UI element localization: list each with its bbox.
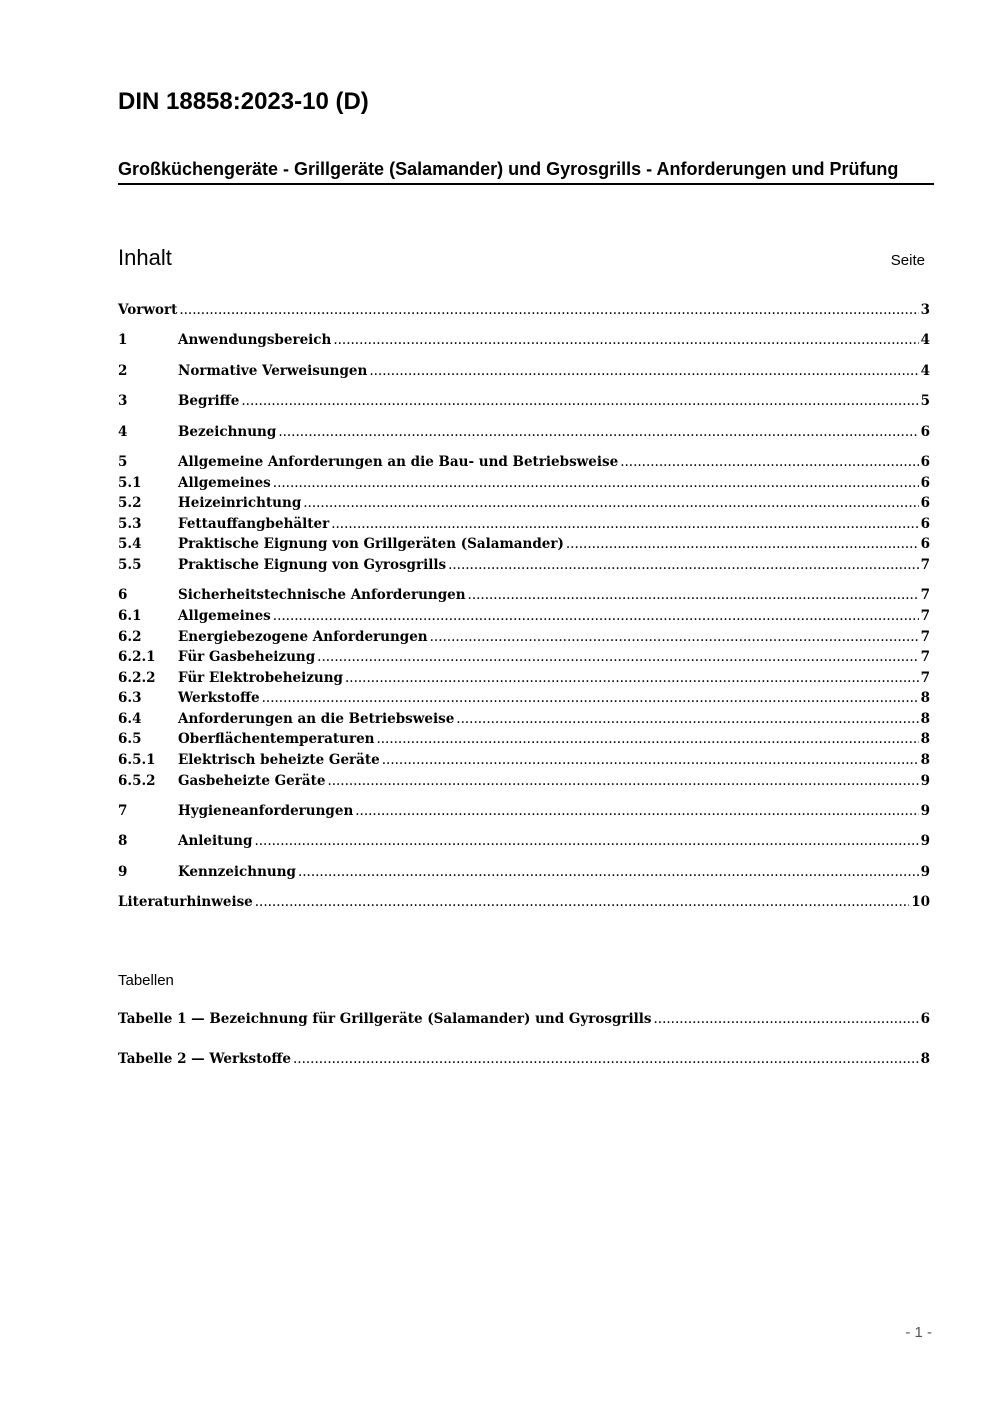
toc-entry-page: 9 [920,773,930,789]
toc-entry-number: 5.5 [118,557,142,573]
toc-entry-number: 6.4 [118,711,142,727]
toc-entry[interactable] [118,629,930,649]
toc-entry-number: 6.3 [118,690,142,706]
toc-entry-number: 1 [118,332,128,348]
toc-entry[interactable] [118,557,930,577]
toc-entry-page: 6 [920,495,930,511]
toc-entry-page: 4 [920,363,930,379]
toc-entry-title: Allgemeines [178,608,271,624]
toc-entry-number: 6.2.1 [118,649,156,665]
toc-entry[interactable] [118,803,930,823]
page-number: - 1 - [905,1324,932,1341]
toc-entry-title: Bezeichnung [178,424,277,440]
toc-entry-page: 7 [920,608,930,624]
table-toc-entry-title: Tabelle 1 — Bezeichnung für Grillgeräte (Salamander) und Gyrosgrills [118,1011,652,1027]
toc-entry-title: Gasbeheizte Geräte [178,773,326,789]
toc-entry-page: 4 [920,332,930,348]
toc-entry-page: 10 [911,894,930,910]
toc-entry-page: 7 [920,670,930,686]
toc-entry-page: 7 [920,629,930,645]
toc-entry[interactable] [118,608,930,628]
toc-entry-number: 6.5 [118,731,142,747]
toc-entry-page: 7 [920,557,930,573]
toc-entry-title: Fettauffangbehälter [178,516,330,532]
toc-entry-number: 6.5.2 [118,773,156,789]
toc-entry[interactable] [118,302,930,322]
toc-entry-number: 4 [118,424,128,440]
toc-entry-title: Anwendungsbereich [178,332,332,348]
toc-entry-title: Für Elektrobeheizung [178,670,343,686]
toc-entry-title: Praktische Eignung von Gyrosgrills [178,557,447,573]
toc-entry-title: Normative Verweisungen [178,363,368,379]
toc-entry-page: 7 [920,649,930,665]
toc-entry-page: 3 [920,302,930,318]
toc-entry[interactable] [118,332,930,352]
toc-entry-title: Literaturhinweise [118,894,253,910]
contents-heading: Inhalt [118,245,172,270]
toc-entry-number: 6.5.1 [118,752,156,768]
toc-entry-title: Elektrisch beheizte Geräte [178,752,380,768]
table-toc-entry-title: Tabelle 2 — Werkstoffe [118,1051,291,1067]
toc-entry[interactable] [118,536,930,556]
toc-entry-number: 8 [118,833,128,849]
toc-entry[interactable] [118,731,930,751]
toc-entry[interactable] [118,894,930,914]
toc-entry-title: Werkstoffe [178,690,260,706]
toc-entry[interactable] [118,752,930,772]
toc-entry-number: 6.1 [118,608,142,624]
toc-entry-page: 9 [920,833,930,849]
document-title: DIN 18858:2023-10 (D) [118,88,369,115]
toc-entry[interactable] [118,475,930,495]
toc-entry[interactable] [118,833,930,853]
toc-entry-title: Sicherheitstechnische Anforderungen [178,587,466,603]
toc-entry[interactable] [118,393,930,413]
table-toc-entry-page: 6 [920,1011,930,1027]
toc-entry[interactable] [118,424,930,444]
toc-entry-page: 6 [920,536,930,552]
toc-entry[interactable] [118,495,930,515]
toc-entry-page: 5 [920,393,930,409]
toc-entry[interactable] [118,516,930,536]
toc-entry-page: 8 [920,711,930,727]
toc-entry[interactable] [118,363,930,383]
toc-entry-number: 7 [118,803,128,819]
toc-entry-page: 6 [920,516,930,532]
toc-entry-number: 5.3 [118,516,142,532]
toc-entry-title: Allgemeines [178,475,271,491]
toc-entry-page: 7 [920,587,930,603]
toc-entry-title: Oberflächentemperaturen [178,731,375,747]
toc-entry-number: 3 [118,393,128,409]
toc-entry-title: Heizeinrichtung [178,495,302,511]
table-toc-entry[interactable] [118,1051,930,1071]
toc-entry-title: Allgemeine Anforderungen an die Bau- und Betriebsweise [178,454,619,470]
toc-entry-title: Kennzeichnung [178,864,296,880]
toc-entry-title: Vorwort [118,302,178,318]
tables-heading: Tabellen [118,972,174,989]
toc-entry-page: 6 [920,424,930,440]
toc-entry-title: Hygieneanforderungen [178,803,354,819]
toc-entry-title: Für Gasbeheizung [178,649,316,665]
toc-entry[interactable] [118,864,930,884]
toc-entry-page: 8 [920,752,930,768]
toc-entry[interactable] [118,454,930,474]
toc-entry[interactable] [118,649,930,669]
toc-entry-title: Begriffe [178,393,240,409]
toc-entry-title: Praktische Eignung von Grillgeräten (Salamander) [178,536,564,552]
toc-entry-page: 9 [920,864,930,880]
toc-entry-title: Anleitung [178,833,253,849]
toc-entry-number: 5 [118,454,128,470]
toc-entry-title: Energiebezogene Anforderungen [178,629,428,645]
toc-entry-number: 5.1 [118,475,142,491]
toc-entry-number: 6.2.2 [118,670,156,686]
table-toc-entry[interactable] [118,1011,930,1031]
toc-entry-number: 5.4 [118,536,142,552]
document-subtitle: Großküchengeräte - Grillgeräte (Salamander) und Gyrosgrills - Anforderungen und Prüfung [118,158,934,185]
toc-entry[interactable] [118,670,930,690]
toc-entry[interactable] [118,587,930,607]
toc-entry-number: 2 [118,363,128,379]
page-column-heading: Seite [890,252,925,269]
toc-entry-page: 9 [920,803,930,819]
toc-entry[interactable] [118,690,930,710]
toc-entry-page: 8 [920,690,930,706]
toc-entry-title: Anforderungen an die Betriebsweise [178,711,455,727]
toc-entry-number: 6.2 [118,629,142,645]
toc-entry-page: 6 [920,454,930,470]
toc-entry[interactable] [118,711,930,731]
toc-entry-number: 6 [118,587,128,603]
table-toc-entry-page: 8 [920,1051,930,1067]
toc-entry-page: 6 [920,475,930,491]
toc-entry[interactable] [118,773,930,793]
toc-entry-page: 8 [920,731,930,747]
toc-entry-number: 9 [118,864,128,880]
toc-entry-number: 5.2 [118,495,142,511]
